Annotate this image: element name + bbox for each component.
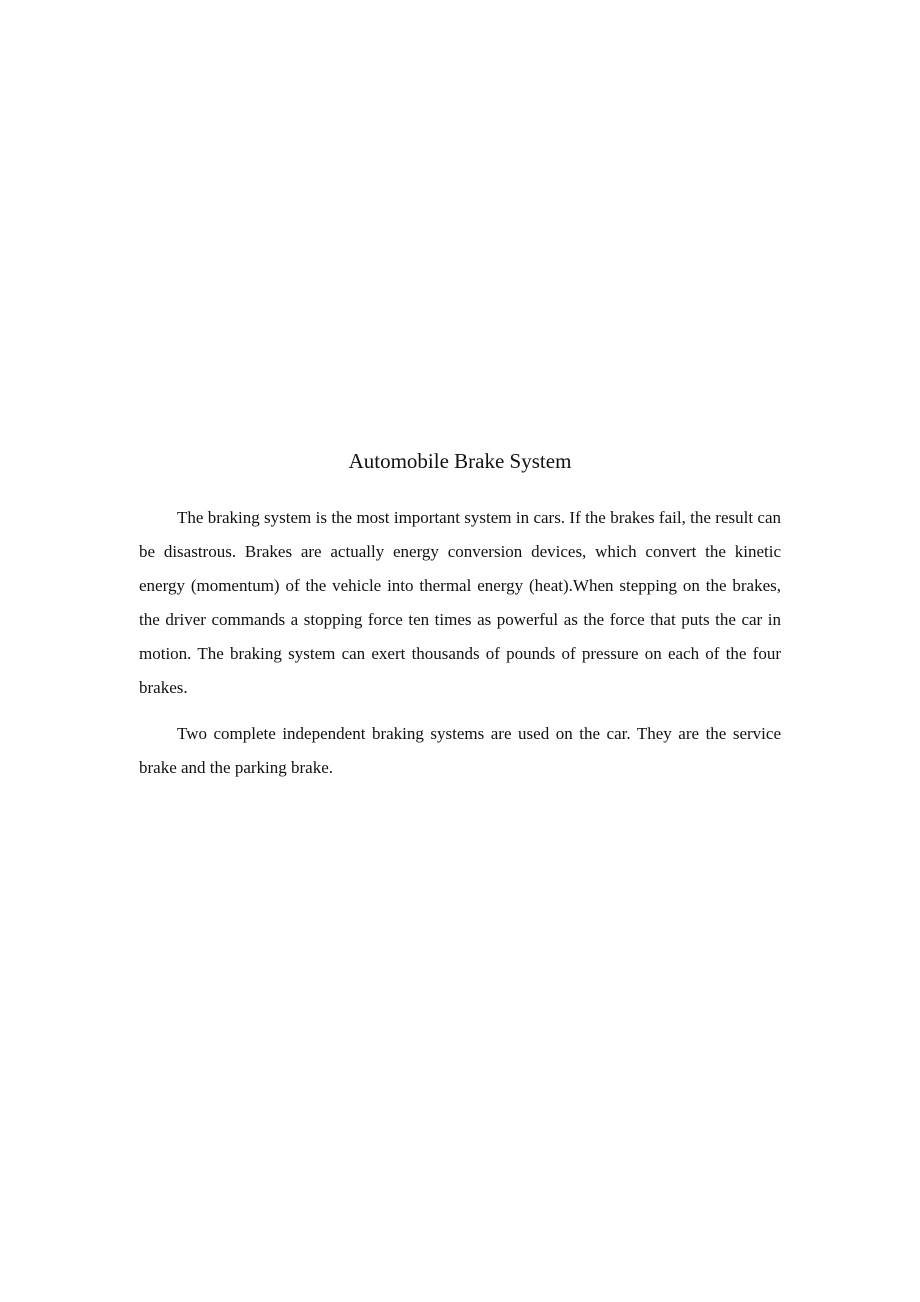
body-paragraph-1: The braking system is the most important system in cars. If the brakes fail, the result can be disastrous. Brakes are actually energy conversion devices, which convert the kinetic energy (momentum) of the vehicle into thermal energy (heat).When stepping on the brakes, the driver commands a stopping force ten times as powerful as the force that puts the car in motion. The braking system can exert thousands of pounds of pressure on each of the four brakes. <box>139 508 781 697</box>
document-title: Automobile Brake System <box>348 449 572 473</box>
body-paragraph-2: Two complete independent braking systems are used on the car. They are the service brake and the parking brake. <box>139 724 781 777</box>
document-body <box>139 501 781 797</box>
